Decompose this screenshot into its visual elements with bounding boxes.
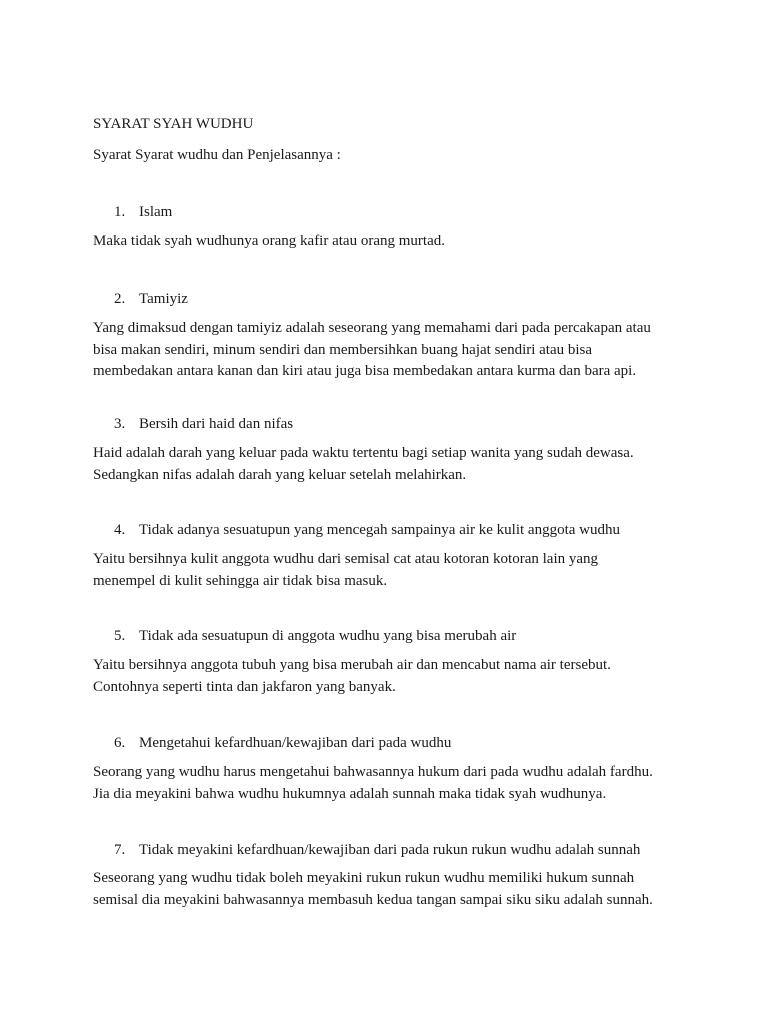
paragraph-line: Maka tidak syah wudhunya orang kafir atau orang murtad.: [93, 233, 445, 249]
paragraph-line: semisal dia meyakini bahwasannya membasuh kedua tangan sampai siku siku adalah sunnah.: [93, 891, 653, 908]
item-heading: Tidak adanya sesuatupun yang mencegah sampainya air ke kulit anggota wudhu: [139, 522, 620, 538]
paragraph-line: Contohnya seperti tinta dan jakfaron yang banyak.: [93, 678, 396, 695]
item-number: 2.: [114, 291, 126, 307]
item-heading: Islam: [139, 204, 173, 220]
paragraph-line: Jia dia meyakini bahwa wudhu hukumnya adalah sunnah maka tidak syah wudhunya.: [93, 785, 607, 802]
item-description: [93, 762, 693, 805]
item-description: [93, 655, 693, 698]
paragraph-line: Yaitu bersihnya kulit anggota wudhu dari semisal cat atau kotoran kotoran lain yang: [93, 551, 599, 567]
item-heading: Tidak meyakini kefardhuan/kewajiban dari pada rukun rukun wudhu adalah sunnah: [139, 842, 641, 858]
paragraph-line: Sedangkan nifas adalah darah yang keluar setelah melahirkan.: [93, 466, 467, 483]
item-number: 3.: [114, 416, 126, 432]
item-heading: Bersih dari haid dan nifas: [139, 416, 294, 432]
paragraph-line: Seseorang yang wudhu tidak boleh meyakini rukun rukun wudhu memiliki hukum sunnah: [93, 870, 635, 886]
item-number: 1.: [114, 204, 126, 220]
paragraph-line: menempel di kulit sehingga air tidak bisa masuk.: [93, 572, 388, 589]
item-description: [93, 443, 693, 486]
paragraph-line: Haid adalah darah yang keluar pada waktu tertentu bagi setiap wanita yang sudah dewasa.: [93, 445, 634, 461]
item-heading: Mengetahui kefardhuan/kewajiban dari pada wudhu: [139, 735, 452, 751]
document-subtitle: Syarat Syarat wudhu dan Penjelasannya :: [93, 147, 341, 163]
item-description: [93, 868, 693, 911]
item-number: 7.: [114, 842, 126, 858]
item-description: [93, 318, 693, 383]
paragraph-line: Seorang yang wudhu harus mengetahui bahwasannya hukum dari pada wudhu adalah fardhu.: [93, 764, 653, 780]
paragraph-line: Yaitu bersihnya anggota tubuh yang bisa merubah air dan mencabut nama air tersebut.: [93, 657, 611, 673]
item-heading: Tidak ada sesuatupun di anggota wudhu yang bisa merubah air: [139, 628, 517, 644]
paragraph-line: membedakan antara kanan dan kiri atau juga bisa membedakan antara kurma dan bara api.: [93, 363, 637, 380]
item-heading: Tamiyiz: [139, 291, 188, 307]
item-number: 5.: [114, 628, 126, 644]
item-number: 6.: [114, 735, 126, 751]
paragraph-line: bisa makan sendiri, minum sendiri dan membersihkan buang hajat sendiri atau bisa: [93, 341, 593, 358]
item-description: [93, 231, 693, 253]
item-description: [93, 549, 693, 592]
paragraph-line: Yang dimaksud dengan tamiyiz adalah seseorang yang memahami dari pada percakapan atau: [93, 320, 651, 336]
document-title: SYARAT SYAH WUDHU: [93, 116, 254, 132]
item-number: 4.: [114, 522, 126, 538]
